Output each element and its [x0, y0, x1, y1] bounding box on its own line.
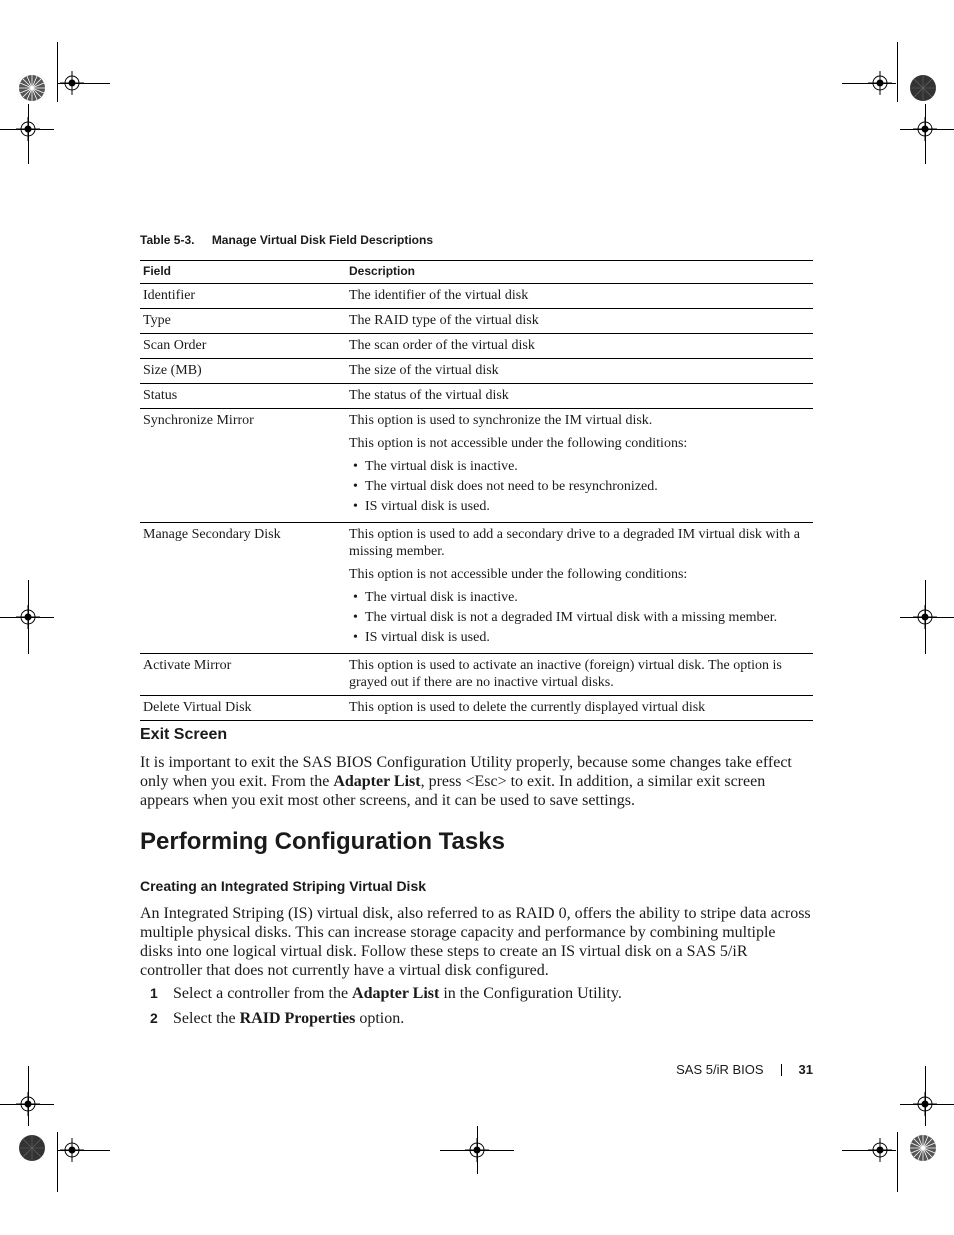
registration-crosshair-icon	[60, 71, 84, 95]
star-target-icon	[909, 1134, 937, 1162]
field-cell: Status	[140, 384, 346, 409]
registration-crosshair-icon	[16, 605, 40, 629]
description-cell	[346, 409, 813, 523]
list-item: • The virtual disk is not a degraded IM virtual disk with a missing member.	[351, 609, 810, 626]
description-text: This option is used to synchronize the IM virtual disk.	[349, 413, 653, 428]
table-row	[140, 696, 813, 721]
table-row	[140, 654, 813, 696]
table-caption	[140, 233, 433, 247]
exit-screen-paragraph	[140, 753, 812, 810]
subsection-heading: Creating an Integrated Striping Virtual Disk	[140, 878, 427, 894]
field-cell: Identifier	[140, 284, 346, 309]
registration-crosshair-icon	[60, 1138, 84, 1162]
table-header-row	[140, 261, 813, 284]
description-cell: The status of the virtual disk	[346, 384, 813, 409]
description-cell: The identifier of the virtual disk	[346, 284, 813, 309]
step-text: option.	[355, 1010, 405, 1027]
page-footer	[676, 1062, 813, 1077]
footer-divider	[781, 1064, 782, 1076]
description-cell: The size of the virtual disk	[346, 359, 813, 384]
step-text: in the Configuration Utility.	[439, 985, 622, 1002]
list-item: • The virtual disk is inactive.	[351, 589, 810, 606]
table-row	[140, 309, 813, 334]
step-text: Select a controller from the	[173, 985, 353, 1002]
list-item: • The virtual disk does not need to be resynchronized.	[351, 478, 810, 495]
registration-crosshair-icon	[16, 1092, 40, 1116]
field-cell: Delete Virtual Disk	[140, 696, 346, 721]
step-item	[150, 1010, 404, 1028]
column-header-field: Field	[140, 261, 346, 284]
table-row	[140, 523, 813, 654]
step-number: 1	[150, 985, 158, 1001]
paragraph-text: , press <Esc> to exit. In addition, a similar exit screen appears when you exit most other screens, and it can be used to save settings.	[140, 773, 766, 809]
registration-crosshair-icon	[868, 1138, 892, 1162]
field-cell: Manage Secondary Disk	[140, 523, 346, 654]
conditions-list	[349, 589, 810, 646]
registration-crosshair-icon	[913, 1092, 937, 1116]
step-bold-text: RAID Properties	[239, 1010, 356, 1027]
step-bold-text: Adapter List	[352, 985, 440, 1002]
description-cell: This option is used to delete the currently displayed virtual disk	[346, 696, 813, 721]
description-cell: The scan order of the virtual disk	[346, 334, 813, 359]
field-cell: Type	[140, 309, 346, 334]
description-cell: This option is used to activate an inactive (foreign) virtual disk. The option is grayed out if there are no inactive virtual disks.	[346, 654, 813, 696]
field-cell: Activate Mirror	[140, 654, 346, 696]
step-item	[150, 985, 622, 1003]
table-row	[140, 334, 813, 359]
conditions-list	[349, 458, 810, 515]
field-cell: Synchronize Mirror	[140, 409, 346, 523]
paragraph-text: It is important to exit the SAS BIOS Configuration Utility properly, because some changes take effect only when you exit. From the	[140, 754, 792, 790]
field-cell: Size (MB)	[140, 359, 346, 384]
registration-crosshair-icon	[465, 1138, 489, 1162]
table-row	[140, 409, 813, 523]
description-text: This option is used to add a secondary drive to a degraded IM virtual disk with a missing member.	[349, 527, 801, 559]
list-item: • IS virtual disk is used.	[351, 498, 810, 515]
table-caption-title: Manage Virtual Disk Field Descriptions	[211, 233, 433, 247]
page-number: 31	[798, 1062, 813, 1077]
registration-crosshair-icon	[913, 117, 937, 141]
list-item: • The virtual disk is inactive.	[351, 458, 810, 475]
description-cell	[346, 523, 813, 654]
star-target-icon	[18, 1134, 46, 1162]
description-conditions-text: This option is not accessible under the following conditions:	[349, 436, 688, 451]
description-conditions-text: This option is not accessible under the following conditions:	[349, 567, 688, 582]
exit-screen-heading: Exit Screen	[140, 726, 228, 743]
section-heading: Performing Configuration Tasks	[140, 828, 505, 855]
star-target-icon	[18, 74, 46, 102]
is-paragraph: An Integrated Striping (IS) virtual disk, also referred to as RAID 0, offers the ability to stripe data across multiple physical disks. This can increase storage capacity and performance by combining multiple disks into one logical virtual disk. Follow these steps to create an IS virtual disk on a SAS 5/iR controller that does not currently have a virtual disk configured.	[140, 905, 811, 979]
list-item: • IS virtual disk is used.	[351, 629, 810, 646]
table-row	[140, 384, 813, 409]
paragraph-bold-text: Adapter List	[333, 773, 421, 790]
registration-crosshair-icon	[868, 71, 892, 95]
table-caption-number: Table 5-3.	[140, 233, 195, 247]
field-cell: Scan Order	[140, 334, 346, 359]
field-description-table	[140, 260, 813, 721]
registration-crosshair-icon	[16, 117, 40, 141]
step-text: Select the	[173, 1010, 240, 1027]
table-row	[140, 284, 813, 309]
step-number: 2	[150, 1010, 158, 1026]
description-cell: The RAID type of the virtual disk	[346, 309, 813, 334]
star-target-icon	[909, 74, 937, 102]
table-row	[140, 359, 813, 384]
footer-section-title: SAS 5/iR BIOS	[676, 1062, 764, 1077]
column-header-description: Description	[346, 261, 813, 284]
registration-crosshair-icon	[913, 605, 937, 629]
